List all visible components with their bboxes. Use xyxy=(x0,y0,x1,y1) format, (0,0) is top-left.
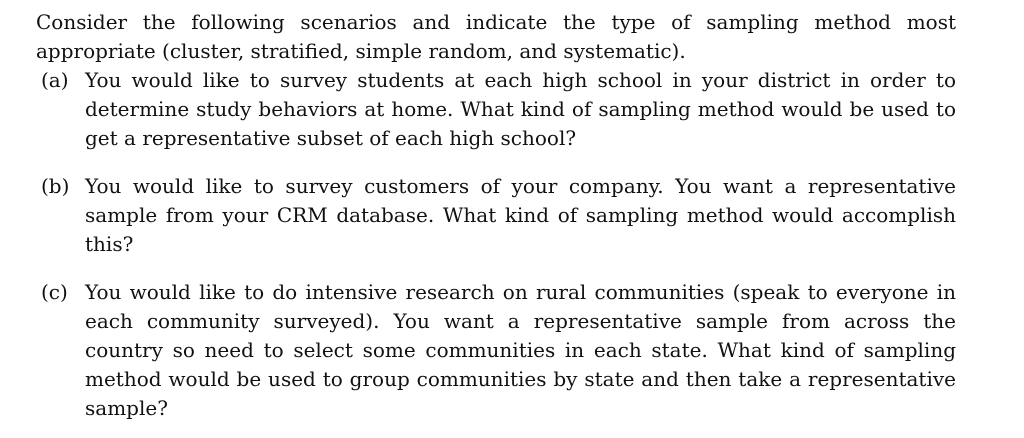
scenario-item-a xyxy=(36,66,956,153)
scenario-label: (c) xyxy=(41,280,68,304)
scenario-item-b xyxy=(36,172,956,259)
scenario-list xyxy=(36,66,956,423)
scenario-label: (b) xyxy=(41,174,70,198)
scenario-text: You would like to survey customers of your company. You want a representative sample from your CRM database. What kind of sampling method would accomplish this? xyxy=(85,174,956,256)
question-intro: Consider the following scenarios and indicate the type of sampling method most appropriate (cluster, stratified, simple random, and systematic). xyxy=(36,10,956,63)
scenario-item-c xyxy=(36,278,956,423)
scenario-label: (a) xyxy=(41,68,69,92)
scenario-text: You would like to survey students at each high school in your district in order to determine study behaviors at home. What kind of sampling method would be used to get a representative subset of each high school? xyxy=(85,68,956,150)
scenario-text: You would like to do intensive research on rural communities (speak to everyone in each community surveyed). You want a representative sample from across the country so need to select some communities in each state. What kind of sampling method would be used to group communities by state and then take a representative sample? xyxy=(85,280,956,420)
question-document xyxy=(36,8,956,423)
